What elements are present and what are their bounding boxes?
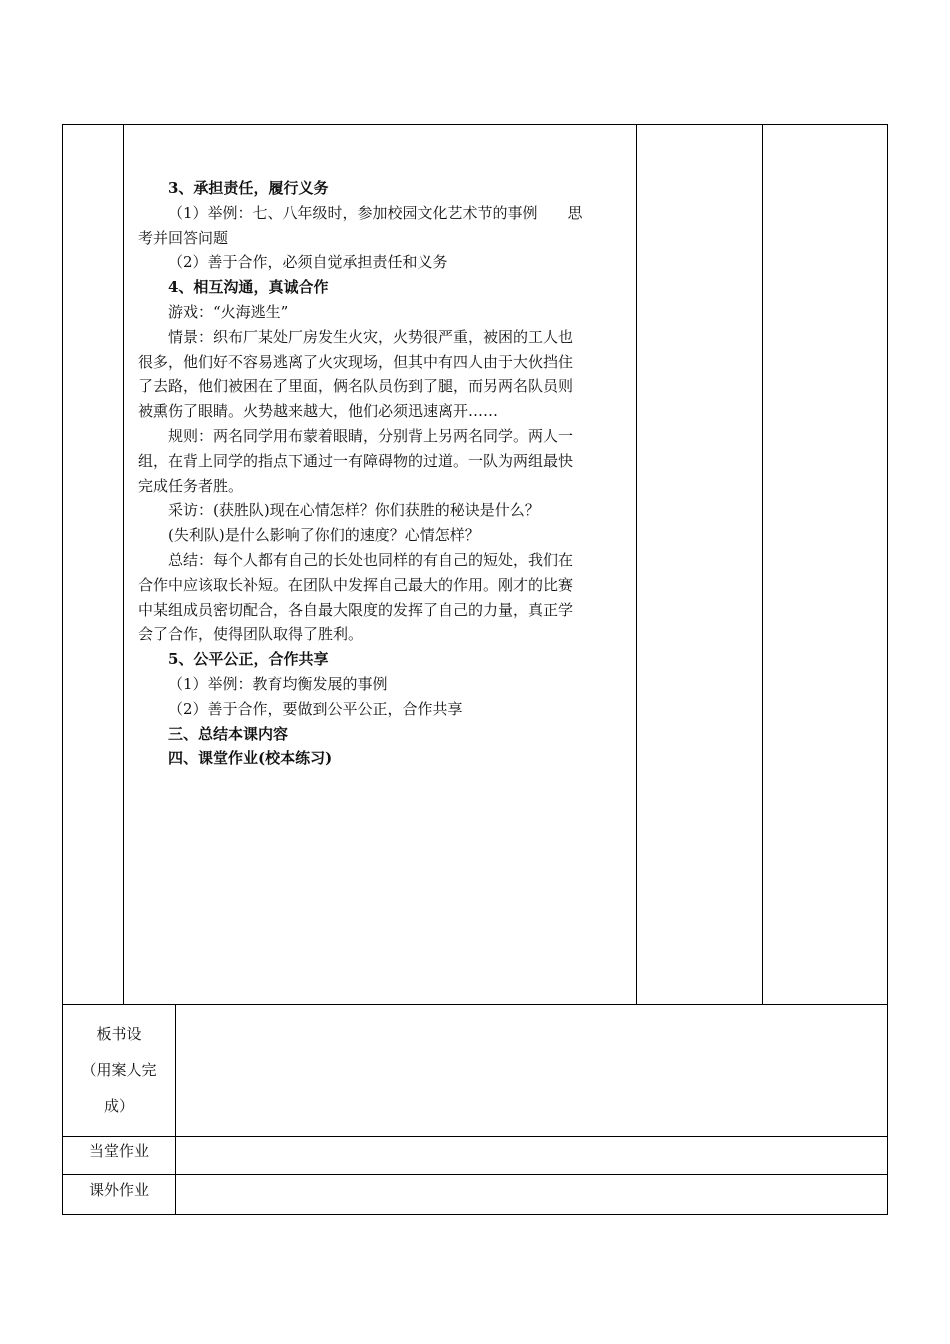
row-divider-2 — [62, 1136, 888, 1137]
paragraph: 情景：织布厂某处厂房发生火灾，火势很严重，被困的工人也 — [168, 327, 574, 346]
class-homework-label: 当堂作业 — [88, 1142, 149, 1160]
label-col-divider — [175, 1004, 176, 1215]
paragraph: 规则：两名同学用布蒙着眼睛，分别背上另两名同学。两人一 — [168, 426, 574, 445]
paragraph: (失利队)是什么影响了你们的速度？心情怎样？ — [168, 526, 480, 545]
paragraph: 中某组成员密切配合，各自最大限度的发挥了自己的力量，真正学 — [138, 600, 574, 619]
paragraph: （2）善于合作，要做到公平公正，合作共享 — [168, 699, 463, 718]
paragraph: （2）善于合作，必须自觉承担责任和义务 — [168, 253, 448, 272]
paragraph: 很多，他们好不容易逃离了火灾现场，但其中有四人由于大伙挡住 — [138, 352, 574, 371]
heading-3: 3、承担责任，履行义务 — [168, 179, 329, 197]
section-heading-4: 四、课堂作业(校本练习) — [168, 749, 333, 768]
paragraph: 合作中应该取长补短。在团队中发挥自己最大的作用。刚才的比赛 — [138, 575, 574, 594]
section-heading-3: 三、总结本课内容 — [168, 724, 289, 743]
heading-5: 5、公平公正，合作共享 — [168, 650, 329, 669]
paragraph: 了去路，他们被困在了里面，俩名队员伤到了腿，而另两名队员则 — [138, 377, 574, 396]
paragraph: 考并回答问题 — [138, 228, 229, 247]
board-design-line-2: （用案人完 — [81, 1061, 157, 1079]
paragraph: 完成任务者胜。 — [138, 476, 244, 495]
extra-homework-label: 课外作业 — [88, 1181, 149, 1199]
paragraph: 采访：(获胜队)现在心情怎样？你们获胜的秘诀是什么？ — [168, 501, 540, 520]
table-bottom-border — [62, 1214, 888, 1215]
col-divider-3 — [762, 124, 763, 1004]
table-right-border — [887, 124, 888, 1215]
paragraph: 会了合作，使得团队取得了胜利。 — [138, 625, 364, 644]
paragraph: 总结：每个人都有自己的长处也同样的有自己的短处，我们在 — [168, 550, 574, 569]
board-design-line-3: 成） — [103, 1097, 134, 1115]
row-divider-1 — [62, 1004, 888, 1005]
col-divider-2 — [636, 124, 637, 1004]
board-design-label — [63, 1016, 175, 1124]
paragraph: （1）举例：教育均衡发展的事例 — [168, 674, 388, 693]
lesson-content — [138, 176, 628, 771]
paragraph: 被熏伤了眼睛。火势越来越大，他们必须迅速离开…… — [138, 402, 499, 421]
table-top-border — [62, 124, 888, 125]
paragraph: 游戏：“火海逃生” — [168, 302, 289, 321]
paragraph: 组，在背上同学的指点下通过一有障碍物的过道。一队为两组最快 — [138, 451, 574, 470]
paragraph: （1）举例：七、八年级时，参加校园文化艺术节的事例 思 — [168, 203, 583, 222]
row-divider-3 — [62, 1174, 888, 1175]
board-design-line-1: 板书设 — [96, 1025, 142, 1043]
col-divider-1 — [123, 124, 124, 1004]
heading-4: 4、相互沟通，真诚合作 — [168, 278, 329, 297]
